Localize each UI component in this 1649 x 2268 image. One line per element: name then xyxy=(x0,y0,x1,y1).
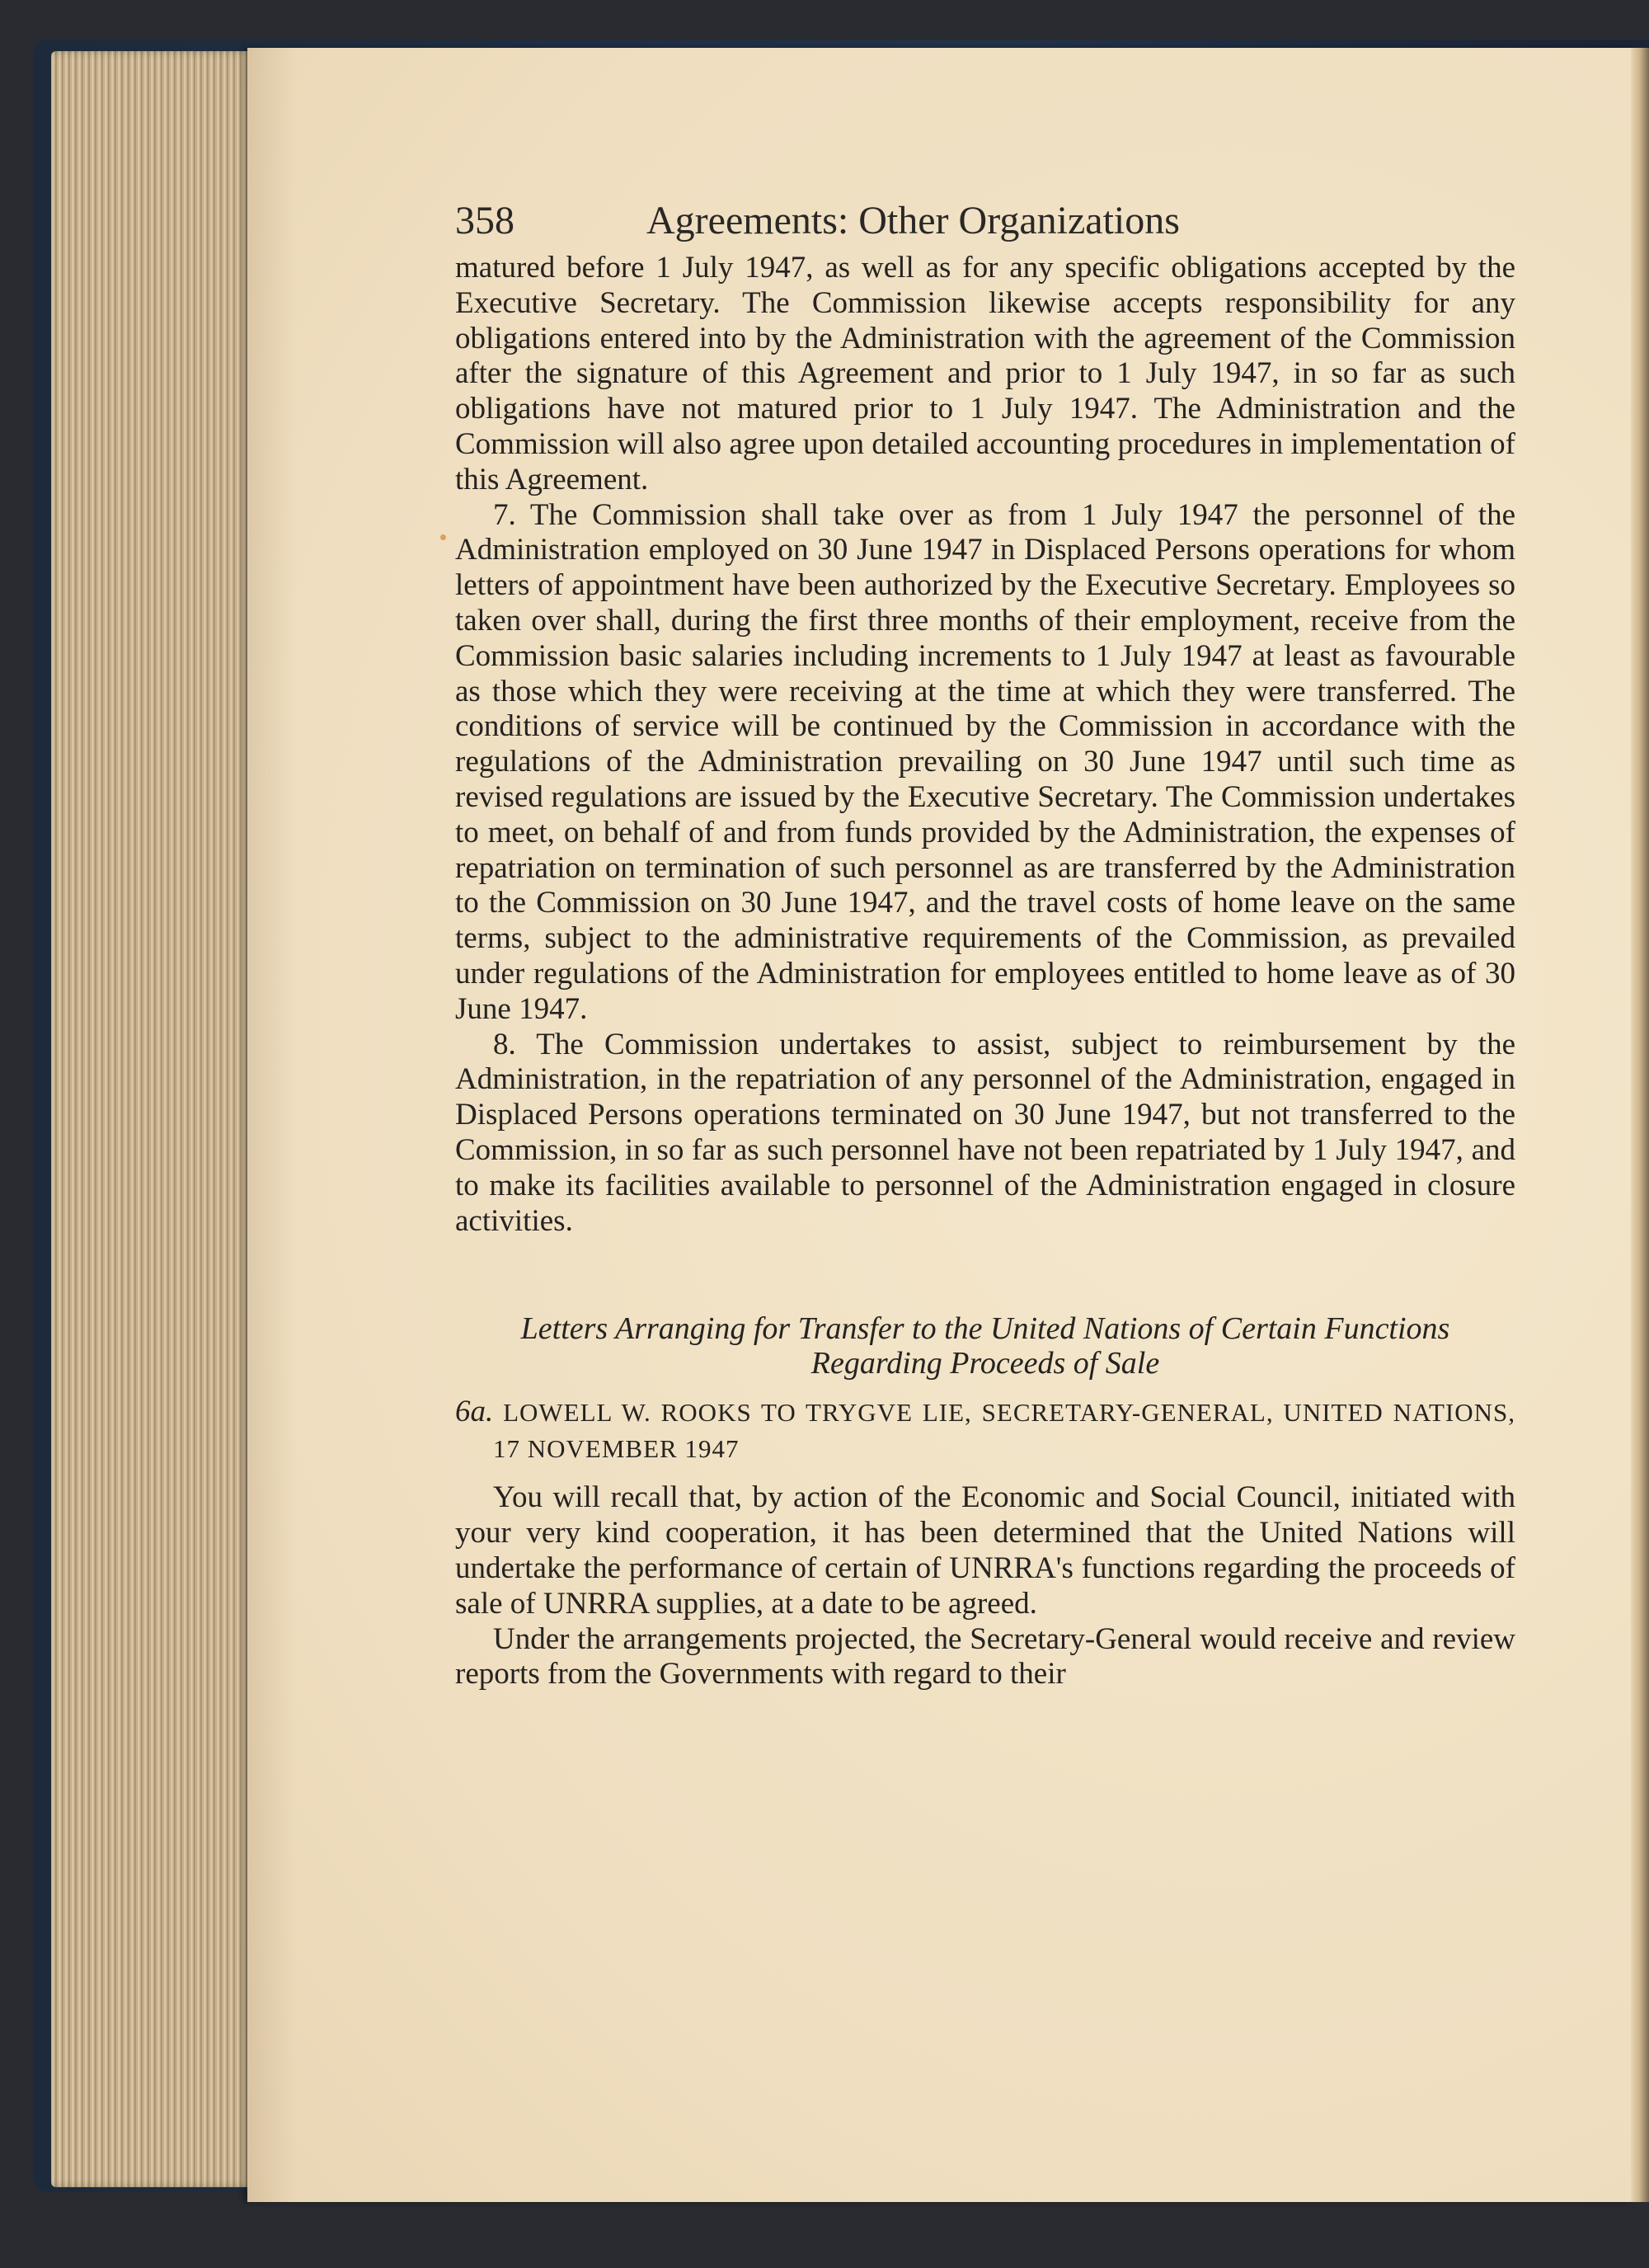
letter-heading xyxy=(455,1394,1515,1467)
letter-body xyxy=(455,1480,1515,1692)
section-title-line-2: Regarding Proceeds of Sale xyxy=(810,1346,1160,1381)
paragraph-continued: matured before 1 July 1947, as well as for any specific obligations accepted by the Executive Secretary. The Commission likewise accepts responsibility for any obligations entered into by the Administration with the agreement of the Commission after the signature of this Agreement and prior to 1 July 1947, in so far as such obligations have not matured prior to 1 July 1947. The Administration and the Commission will also agree upon detailed accounting procedures in implementation of this Agreement. xyxy=(455,251,1515,496)
section-gap xyxy=(455,1239,1515,1311)
letter-number: 6a. xyxy=(455,1395,494,1429)
letter-paragraph: You will recall that, by action of the Economic and Social Council, initiated with your very kind cooperation, it has been determined that the United Nations will undertake the performance of certain of UNRRA's functions regarding the proceeds of sale of UNRRA supplies, at a date to be agreed. xyxy=(455,1480,1515,1621)
running-title: Agreements: Other Organizations xyxy=(646,199,1180,242)
paragraph-7: 7. The Commission shall take over as from 1 July 1947 the personnel of the Administration employed on 30 June 1947 in Displaced Persons operations for whom letters of appointment have been authorized by the Executive Secretary. Employees so taken over shall, during the first three months of their employment, receive from the Commission basic salaries including increments to 1 July 1947 at least as favourable as those which they were receiving at the time at which they were transferred. The conditions of service will be continued by the Commission in accordance with the regulations of the Administration prevailing on 30 June 1947 until such time as revised regulations are issued by the Executive Secretary. The Commission undertakes to meet, on behalf of and from funds provided by the Administration, the expenses of repatriation on termination of such personnel as are transferred by the Administration to the Commission on 30 June 1947, and the travel costs of home leave on the same terms, subject to the administrative requirements of the Commission, as prevailed under regulations of the Administration for employees entitled to home leave as of 30 June 1947. xyxy=(455,497,1515,1026)
next-page-edge xyxy=(1631,48,1649,2202)
letter-paragraph: Under the arrangements projected, the Secretary-General would receive and review reports from the Governments with regard to their xyxy=(455,1621,1515,1692)
margin-mark xyxy=(440,534,446,540)
page-block-edges xyxy=(51,51,254,2187)
paragraph-8: 8. The Commission undertakes to assist, subject to reimbursement by the Administration, in the repatriation of any personnel of the Administration, engaged in Displaced Persons operations terminated on 30 June 1947, but not transferred to the Commission, in so far as such personnel have not been repatriated by 1 July 1947, and to make its facilities available to personnel of the Administration engaged in closure activities. xyxy=(455,1027,1515,1238)
running-head xyxy=(455,198,1515,244)
page-content xyxy=(455,198,1515,1692)
section-title-line-1: Letters Arranging for Transfer to the United Nations of Certain Functions xyxy=(520,1311,1450,1347)
letter-heading-text: LOWELL W. ROOKS TO TRYGVE LIE, SECRETARY-GENERAL, UNITED NATIONS, 17 NOVEMBER 1947 xyxy=(493,1398,1515,1464)
section-heading xyxy=(455,1311,1515,1381)
page-number: 358 xyxy=(455,199,514,242)
